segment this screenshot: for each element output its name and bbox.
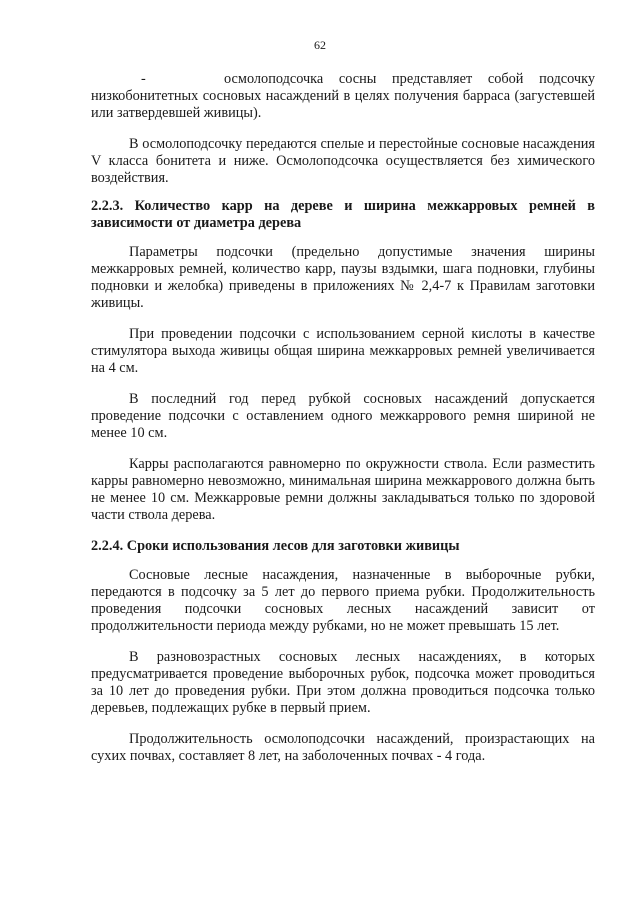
page-number: 62 (314, 38, 326, 52)
paragraph-resin-tapping-definition: - осмолоподсочка сосны представляет собой подсочку низкобонитетных сосновых насаждений в целях получения барраса (загустевшей или затвердевшей живицы). (91, 71, 595, 121)
paragraph-carr-placement: Карры располагаются равномерно по окружности ствола. Если разместить карры равномерно невозможно, минимальная ширина межкаррового должна быть не менее 10 см. Межкарровые ремни должны закладываться только по здоровой части ствола дерева. (91, 456, 595, 523)
section-heading-2-2-3: 2.2.3. Количество карр на дереве и ширина межкарровых ремней в зависимости от диаметра дерева (91, 198, 595, 231)
paragraph-selective-felling: Сосновые лесные насаждения, назначенные в выборочные рубки, передаются в подсочку за 5 лет до первого приема рубки. Продолжительность проведения подсочки сосновых лесных насаждений зависит от продолжительности периода между рубками, но не может превышать 15 лет. (91, 567, 595, 634)
paragraph-tapping-parameters: Параметры подсочки (предельно допустимые значения ширины межкарровых ремней, количество карр, паузы вздымки, шага подновки, глубины подновки и желобка) приведены в приложениях № 2,4-7 к Правилам заготовки живицы. (91, 244, 595, 311)
section-heading-2-2-4: 2.2.4. Сроки использования лесов для заготовки живицы (91, 538, 460, 554)
paragraph-sulfuric-acid: При проведении подсочки с использованием серной кислоты в качестве стимулятора выхода живицы общая ширина межкарровых ремней увеличивается на 4 см. (91, 326, 595, 376)
paragraph-uneven-aged-stands: В разновозрастных сосновых лесных насаждениях, в которых предусматривается проведение выборочных рубок, подсочка может проводиться за 10 лет до проведения рубки. При этом должна проводиться подсочка только деревьев, подлежащих рубке в первый прием. (91, 649, 595, 716)
paragraph-last-year: В последний год перед рубкой сосновых насаждений допускается проведение подсочки с оставлением одного межкаррового ремня шириной не менее 10 см. (91, 391, 595, 441)
paragraph-resin-tapping-stands: В осмолоподсочку передаются спелые и перестойные сосновые насаждения V класса бонитета и ниже. Осмолоподсочка осуществляется без химического воздействия. (91, 136, 595, 186)
paragraph-duration-soils: Продолжительность осмолоподсочки насаждений, произрастающих на сухих почвах, составляет 8 лет, на заболоченных почвах - 4 года. (91, 731, 595, 764)
document-body (91, 71, 595, 765)
